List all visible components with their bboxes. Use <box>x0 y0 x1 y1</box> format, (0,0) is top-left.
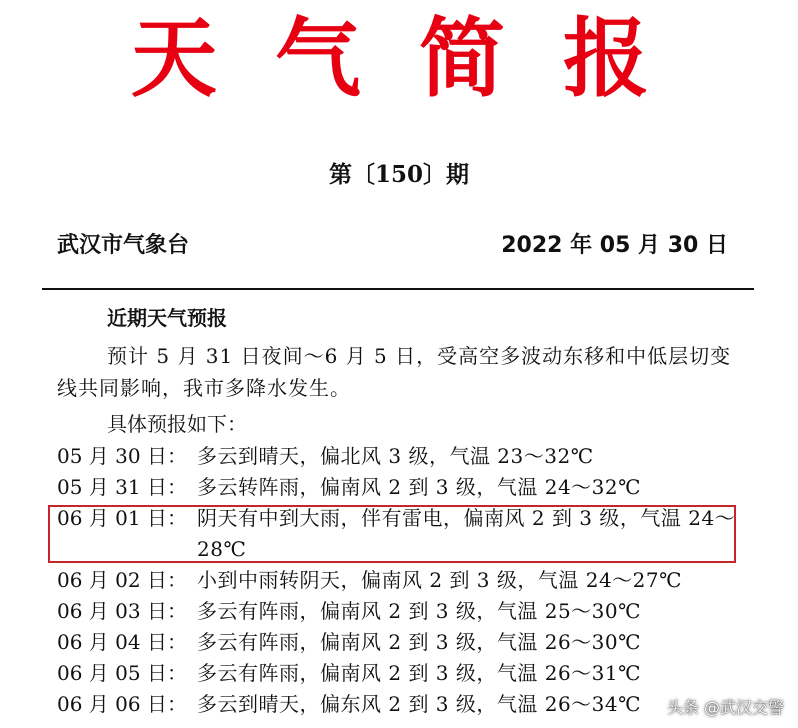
forecast-date: 06 月 06 日： <box>57 692 187 716</box>
forecast-date: 06 月 05 日： <box>57 661 187 685</box>
section-heading: 近期天气预报 <box>107 306 227 330</box>
forecast-date: 05 月 31 日： <box>57 475 187 499</box>
forecast-row <box>57 472 757 503</box>
forecast-date: 06 月 01 日： <box>57 506 187 530</box>
forecast-row <box>57 565 757 596</box>
forecast-text: 多云有阵雨，偏南风 2 到 3 级，气温 26～31℃ <box>197 661 642 685</box>
intro-paragraph: 预计 5 月 31 日夜间～6 月 5 日，受高空多波动东移和中低层切变线共同影响，我市多降水发生。 <box>57 344 732 400</box>
issue-number: 第〔150〕期 <box>328 161 469 188</box>
issue-date: 2022 年 05 月 30 日 <box>501 233 728 258</box>
forecast-subheading: 具体预报如下： <box>107 412 247 436</box>
forecast-date: 06 月 03 日： <box>57 599 187 623</box>
forecast-text: 多云有阵雨，偏南风 2 到 3 级，气温 26～30℃ <box>197 630 642 654</box>
forecast-date: 06 月 02 日： <box>57 568 187 592</box>
forecast-list <box>57 441 757 720</box>
forecast-text: 多云有阵雨，偏南风 2 到 3 级，气温 25～30℃ <box>197 599 642 623</box>
forecast-row <box>57 441 757 472</box>
masthead-title: 天气简报 <box>131 8 707 109</box>
issuer-name: 武汉市气象台 <box>57 233 190 258</box>
forecast-row-highlighted <box>57 503 757 565</box>
header-divider <box>42 288 754 290</box>
forecast-row <box>57 596 757 627</box>
watermark: 头条 @武汉交警 <box>666 698 784 717</box>
forecast-row <box>57 689 757 720</box>
forecast-row <box>57 627 757 658</box>
forecast-row <box>57 658 757 689</box>
forecast-text: 小到中雨转阴天，偏南风 2 到 3 级，气温 24～27℃ <box>197 568 683 592</box>
forecast-text: 多云到晴天，偏东风 2 到 3 级，气温 26～34℃ <box>197 692 642 716</box>
forecast-text: 多云到晴天，偏北风 3 级，气温 23～32℃ <box>197 444 594 468</box>
forecast-date: 06 月 04 日： <box>57 630 187 654</box>
forecast-text: 阴天有中到大雨，伴有雷电，偏南风 2 到 3 级，气温 24～28℃ <box>197 506 736 561</box>
forecast-text: 多云转阵雨，偏南风 2 到 3 级，气温 24～32℃ <box>197 475 642 499</box>
forecast-date: 05 月 30 日： <box>57 444 187 468</box>
